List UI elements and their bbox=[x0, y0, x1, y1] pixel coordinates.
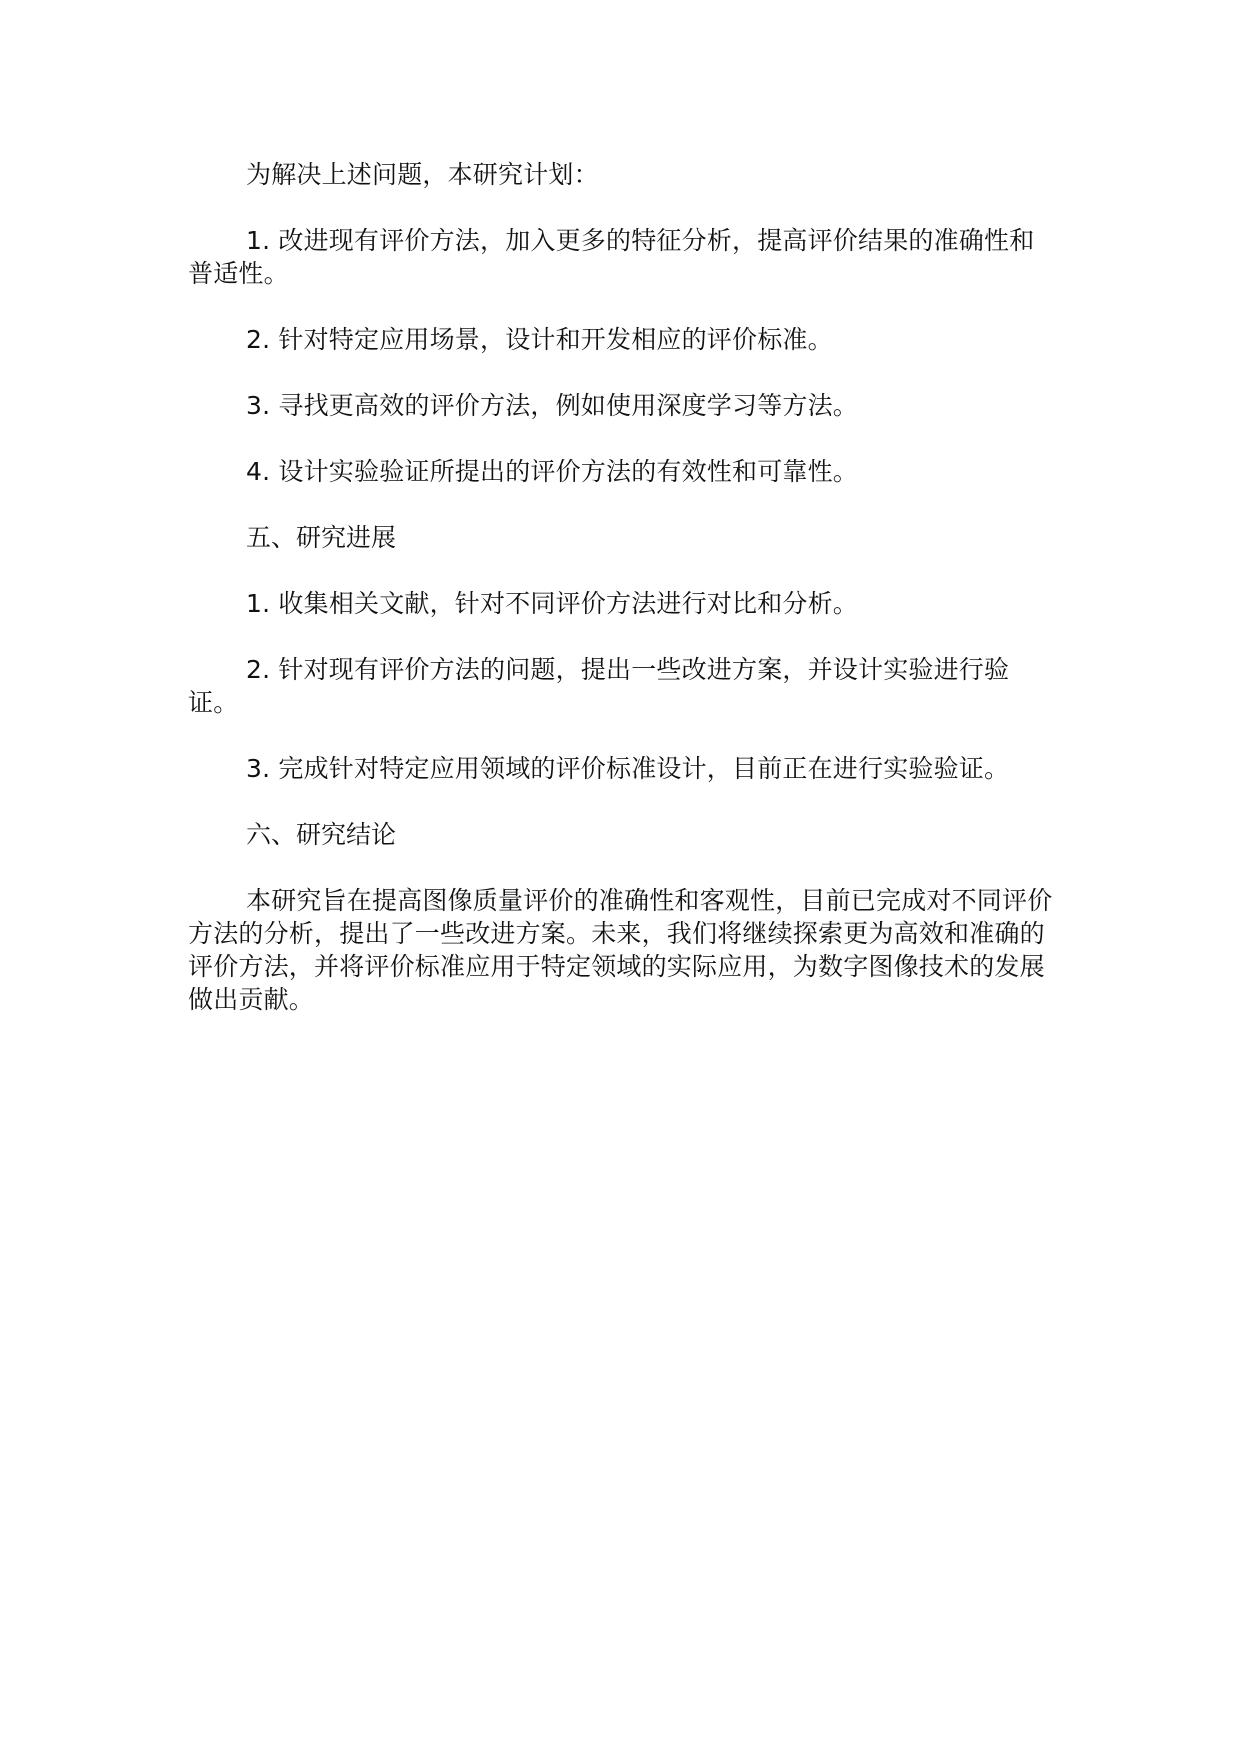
section-heading-conclusion: 六、研究结论 bbox=[246, 820, 397, 849]
plan-item-2: 2. 针对特定应用场景，设计和开发相应的评价标准。 bbox=[246, 325, 833, 354]
document-body bbox=[188, 158, 1058, 1049]
progress-item-1: 1. 收集相关文献，针对不同评价方法进行对比和分析。 bbox=[246, 589, 859, 618]
plan-item-4: 4. 设计实验验证所提出的评价方法的有效性和可靠性。 bbox=[246, 457, 859, 486]
plan-item-3: 3. 寻找更高效的评价方法，例如使用深度学习等方法。 bbox=[246, 391, 859, 420]
progress-item-2: 2. 针对现有评价方法的问题，提出一些改进方案，并设计实验进行验证。 bbox=[188, 655, 1010, 717]
progress-item-3: 3. 完成针对特定应用领域的评价标准设计，目前正在进行实验验证。 bbox=[246, 754, 1010, 783]
plan-item-1: 1. 改进现有评价方法，加入更多的特征分析，提高评价结果的准确性和普适性。 bbox=[188, 226, 1035, 288]
conclusion-paragraph: 本研究旨在提高图像质量评价的准确性和客观性，目前已完成对不同评价方法的分析，提出了一些改进方案。未来，我们将继续探索更为高效和准确的评价方法，并将评价标准应用于特定领域的实际应用，为数字图像技术的发展做出贡献。 bbox=[188, 886, 1053, 1014]
section-heading-progress: 五、研究进展 bbox=[246, 523, 397, 552]
intro-paragraph: 为解决上述问题，本研究计划： bbox=[246, 160, 599, 189]
